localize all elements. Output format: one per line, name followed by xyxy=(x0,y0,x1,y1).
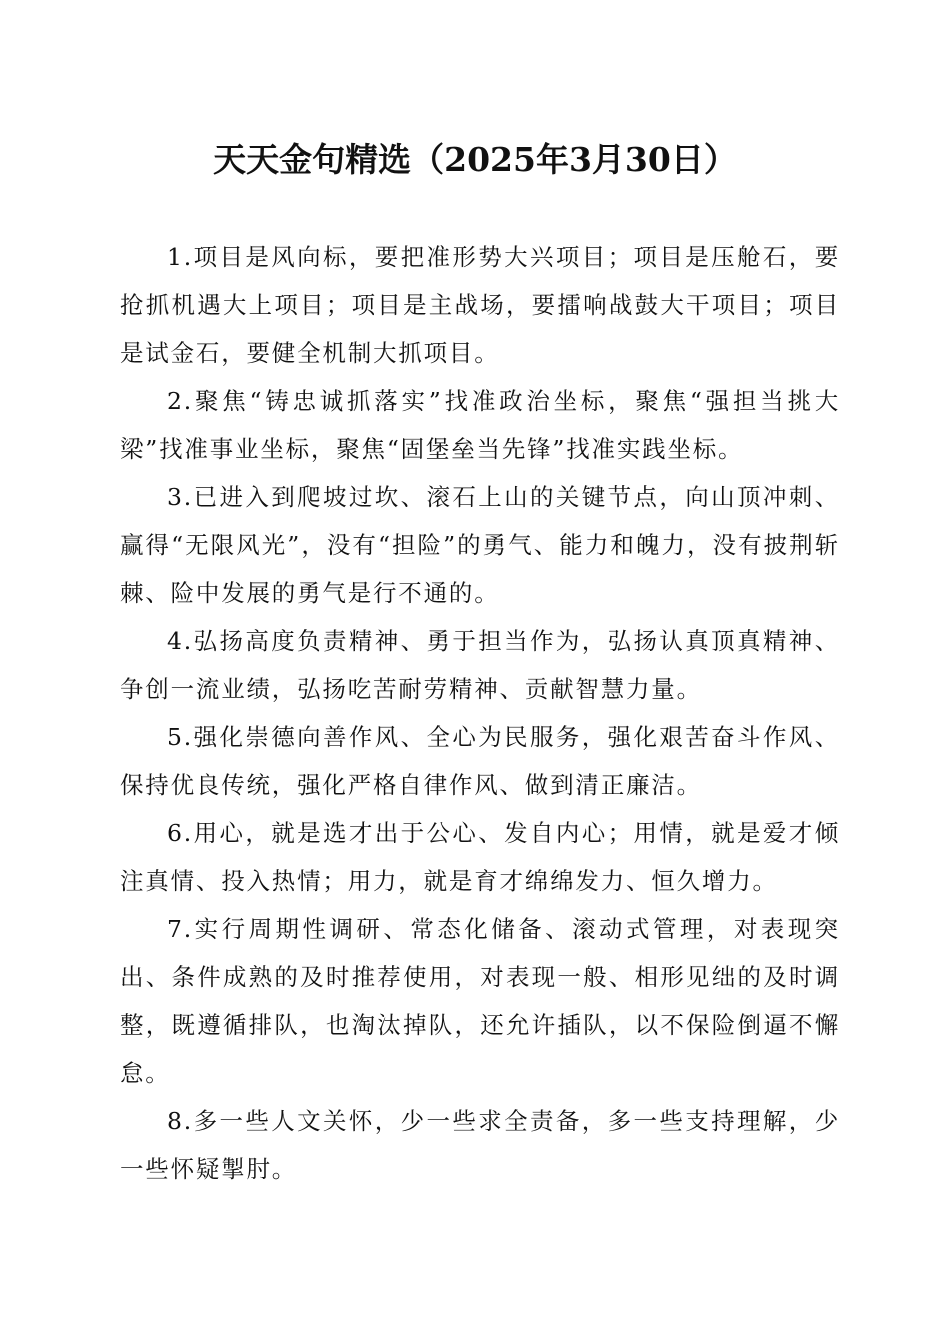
document-body xyxy=(120,233,840,1193)
document-title: 天天金句精选（2025年3月30日） xyxy=(213,140,737,179)
paragraph-4: 4.弘扬高度负责精神、勇于担当作为，弘扬认真顶真精神、争创一流业绩，弘扬吃苦耐劳精神、贡献智慧力量。 xyxy=(120,627,840,703)
paragraph-5: 5.强化崇德向善作风、全心为民服务，强化艰苦奋斗作风、保持优良传统，强化严格自律作风、做到清正廉洁。 xyxy=(120,723,840,799)
paragraph-3: 3.已进入到爬坡过坎、滚石上山的关键节点，向山顶冲刺、赢得“无限风光”，没有“担险”的勇气、能力和魄力，没有披荆斩棘、险中发展的勇气是行不通的。 xyxy=(120,483,840,607)
paragraph-8: 8.多一些人文关怀，少一些求全责备，多一些支持理解，少一些怀疑掣肘。 xyxy=(120,1107,840,1183)
paragraph-1: 1.项目是风向标，要把准形势大兴项目；项目是压舱石，要抢抓机遇大上项目；项目是主战场，要擂响战鼓大干项目；项目是试金石，要健全机制大抓项目。 xyxy=(120,243,840,367)
paragraph-6: 6.用心，就是选才出于公心、发自内心；用情，就是爱才倾注真情、投入热情；用力，就是育才绵绵发力、恒久增力。 xyxy=(120,819,840,895)
paragraph-7: 7.实行周期性调研、常态化储备、滚动式管理，对表现突出、条件成熟的及时推荐使用，对表现一般、相形见绌的及时调整，既遵循排队，也淘汰掉队，还允许插队，以不保险倒逼不懈怠。 xyxy=(120,915,840,1087)
paragraph-2: 2.聚焦“铸忠诚抓落实”找准政治坐标，聚焦“强担当挑大梁”找准事业坐标，聚焦“固堡垒当先锋”找准实践坐标。 xyxy=(120,387,840,463)
